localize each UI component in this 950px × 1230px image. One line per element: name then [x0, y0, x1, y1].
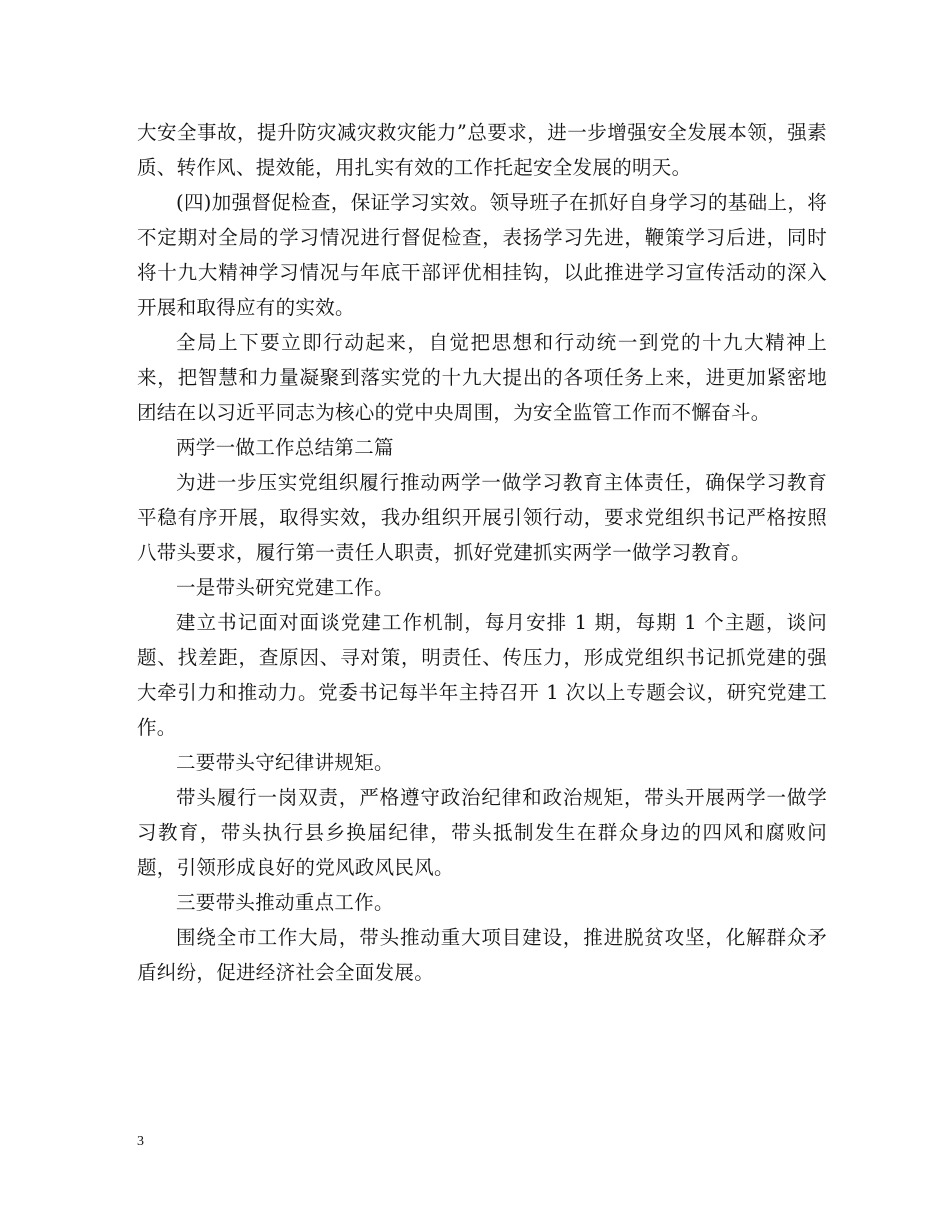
- paragraph-face-to-face-mechanism: 建立书记面对面谈党建工作机制，每月安排 1 期，每期 1 个主题，谈问题、找差距，查原因、寻对策，明责任、传压力，形成党组织书记抓党建的强大牵引力和推动力。党委书记每半年主持召开 1 次以上专题会议，研究党建工作。: [137, 611, 827, 739]
- item-heading-discipline: 二要带头守纪律讲规矩。: [176, 751, 394, 774]
- paragraph-call-to-action: 全局上下要立即行动起来，自觉把思想和行动统一到党的十九大精神上来，把智慧和力量凝聚到落实党的十九大提出的各项任务上来，进更加紧密地团结在以习近平同志为核心的党中央周围，为安全监管工作而不懈奋斗。: [137, 331, 827, 424]
- item-heading-research-party-building: 一是带头研究党建工作。: [176, 576, 394, 599]
- paragraph-safety-continuation: 大安全事故，提升防灾减灾救灾能力”总要求，进一步增强安全发展本领，强素质、转作风、提效能，用扎实有效的工作托起安全发展的明天。: [137, 121, 827, 179]
- paragraph-key-work-detail: 围绕全市工作大局，带头推动重大项目建设，推进脱贫攻坚，化解群众矛盾纠纷，促进经济社会全面发展。: [137, 926, 827, 984]
- item-heading-key-work: 三要带头推动重点工作。: [176, 891, 394, 914]
- paragraph-discipline-detail: 带头履行一岗双责，严格遵守政治纪律和政治规矩，带头开展两学一做学习教育，带头执行县乡换届纪律，带头抵制发生在群众身边的四风和腐败问题，引领形成良好的党风政风民风。: [137, 786, 827, 879]
- paragraph-supervision-check: (四)加强督促检查，保证学习实效。领导班子在抓好自身学习的基础上，将不定期对全局的学习情况进行督促检查，表扬学习先进，鞭策学习后进，同时将十九大精神学习情况与年底干部评优相挂钩，以此推进学习宣传活动的深入开展和取得应有的实效。: [137, 191, 827, 319]
- page-number: 3: [137, 1134, 144, 1149]
- document-body: [137, 115, 827, 990]
- paragraph-intro-responsibility: 为进一步压实党组织履行推动两学一做学习教育主体责任，确保学习教育平稳有序开展，取得实效，我办组织开展引领行动，要求党组织书记严格按照八带头要求，履行第一责任人职责，抓好党建抓实两学一做学习教育。: [137, 471, 827, 564]
- section-heading-second-article: 两学一做工作总结第二篇: [176, 436, 394, 459]
